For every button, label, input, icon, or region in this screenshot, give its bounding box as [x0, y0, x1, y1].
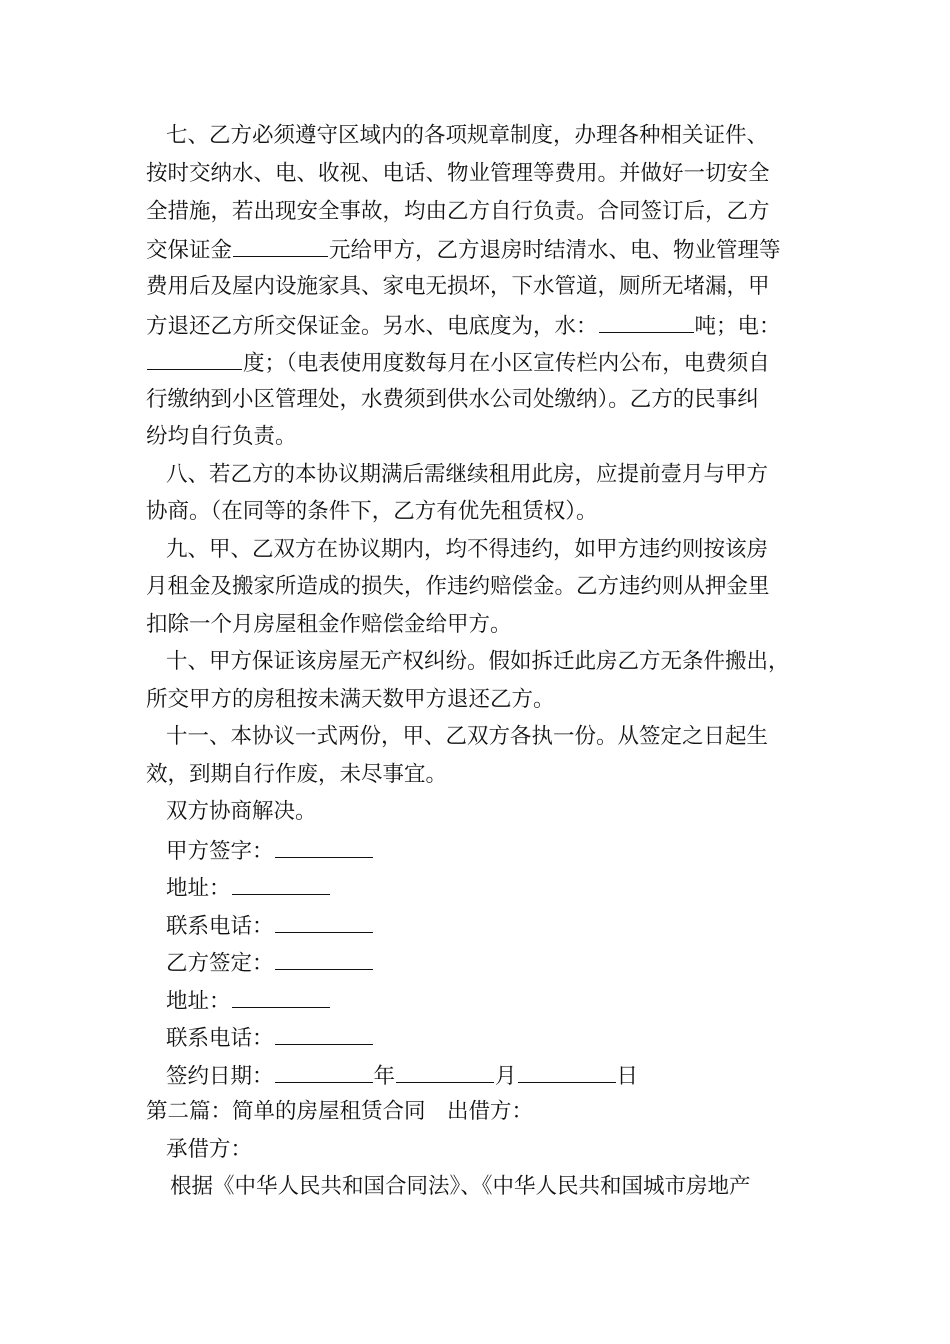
clause9-line1: 九、甲、乙双方在协议期内，均不得违约，如甲方违约则按该房	[166, 537, 769, 562]
electric-reading-blank	[147, 347, 242, 370]
clause7-line7	[146, 347, 770, 379]
clause11-line1: 十一、本协议一式两份，甲、乙双方各执一份。从签定之日起生	[166, 724, 769, 749]
party-b-phone-blank	[275, 1022, 373, 1045]
party-a-phone-blank	[275, 910, 373, 933]
deposit-label: 交保证金	[146, 238, 233, 263]
clause7-line5: 费用后及屋内设施家具、家电无损坏，下水管道，厕所无堵漏，甲	[146, 274, 770, 299]
party-a-address-label: 地址：	[166, 876, 231, 901]
year-label: 年	[373, 1064, 396, 1089]
day-blank	[518, 1060, 616, 1083]
electric-text: 度；（电表使用度数每月在小区宣传栏内公布，电费须自	[243, 351, 770, 376]
clause9-line2: 月租金及搬家所造成的损失，作违约赔偿金。乙方违约则从押金里	[146, 574, 770, 599]
part2-heading: 第二篇：简单的房屋租赁合同 出借方：	[146, 1099, 534, 1124]
year-blank	[275, 1060, 373, 1083]
party-a-phone-line	[166, 910, 374, 942]
clause8-line1: 八、若乙方的本协议期满后需继续租用此房，应提前壹月与甲方	[166, 462, 769, 487]
clause7-line8: 行缴纳到小区管理处，水费须到供水公司处缴纳）。乙方的民事纠	[146, 387, 759, 412]
party-b-signature-blank	[275, 947, 373, 970]
part2-borrower: 承借方：	[166, 1137, 253, 1162]
clause9-line3: 扣除一个月房屋租金作赔偿金给甲方。	[146, 612, 512, 637]
clause7-line2: 按时交纳水、电、收视、电话、物业管理等费用。并做好一切安全	[146, 161, 770, 186]
party-a-address-line	[166, 872, 331, 904]
month-label: 月	[495, 1064, 517, 1089]
party-b-address-blank	[232, 985, 330, 1008]
party-a-signature-blank	[275, 835, 373, 858]
clause11-line2: 效，到期自行作废，未尽事宜。	[146, 762, 448, 787]
deposit-text: 元给甲方，乙方退房时结清水、电、物业管理等	[329, 238, 781, 263]
clause7-line3: 全措施，若出现安全事故，均由乙方自行负责。合同签订后，乙方	[146, 199, 770, 224]
meter-reading-label: 方退还乙方所交保证金。另水、电底度为，水：	[146, 314, 598, 339]
party-a-signature-label: 甲方签字：	[166, 839, 274, 864]
party-b-signature-label: 乙方签定：	[166, 951, 274, 976]
clause10-line1: 十、甲方保证该房屋无产权纠纷。假如拆迁此房乙方无条件搬出，	[166, 649, 790, 674]
part2-intro: 根据《中华人民共和国合同法》、《中华人民共和国城市房地产	[170, 1174, 751, 1199]
party-b-address-line	[166, 985, 331, 1017]
clause8-line2: 协商。（在同等的条件下，乙方有优先租赁权）。	[146, 499, 598, 524]
day-label: 日	[616, 1064, 639, 1089]
party-b-address-label: 地址：	[166, 989, 231, 1014]
party-a-signature-line	[166, 835, 374, 867]
party-a-address-blank	[232, 872, 330, 895]
month-blank	[396, 1060, 494, 1083]
party-b-phone-label: 联系电话：	[166, 1026, 274, 1051]
party-a-phone-label: 联系电话：	[166, 914, 274, 939]
clause7-line6	[146, 310, 781, 342]
water-reading-blank	[599, 310, 694, 333]
party-b-phone-line	[166, 1022, 374, 1054]
clause7-line9: 纷均自行负责。	[146, 424, 297, 449]
water-unit: 吨；电：	[694, 314, 781, 339]
signing-date-label: 签约日期：	[166, 1064, 274, 1089]
party-b-signature-line	[166, 947, 374, 979]
clause7-line1: 七、乙方必须遵守区域内的各项规章制度，办理各种相关证件、	[166, 123, 769, 148]
clause10-line2: 所交甲方的房租按未满天数甲方退还乙方。	[146, 687, 555, 712]
deposit-amount-blank	[233, 234, 328, 257]
signing-date-line	[166, 1060, 638, 1092]
clause7-line4	[146, 234, 781, 266]
clause11-line3: 双方协商解决。	[166, 799, 317, 824]
